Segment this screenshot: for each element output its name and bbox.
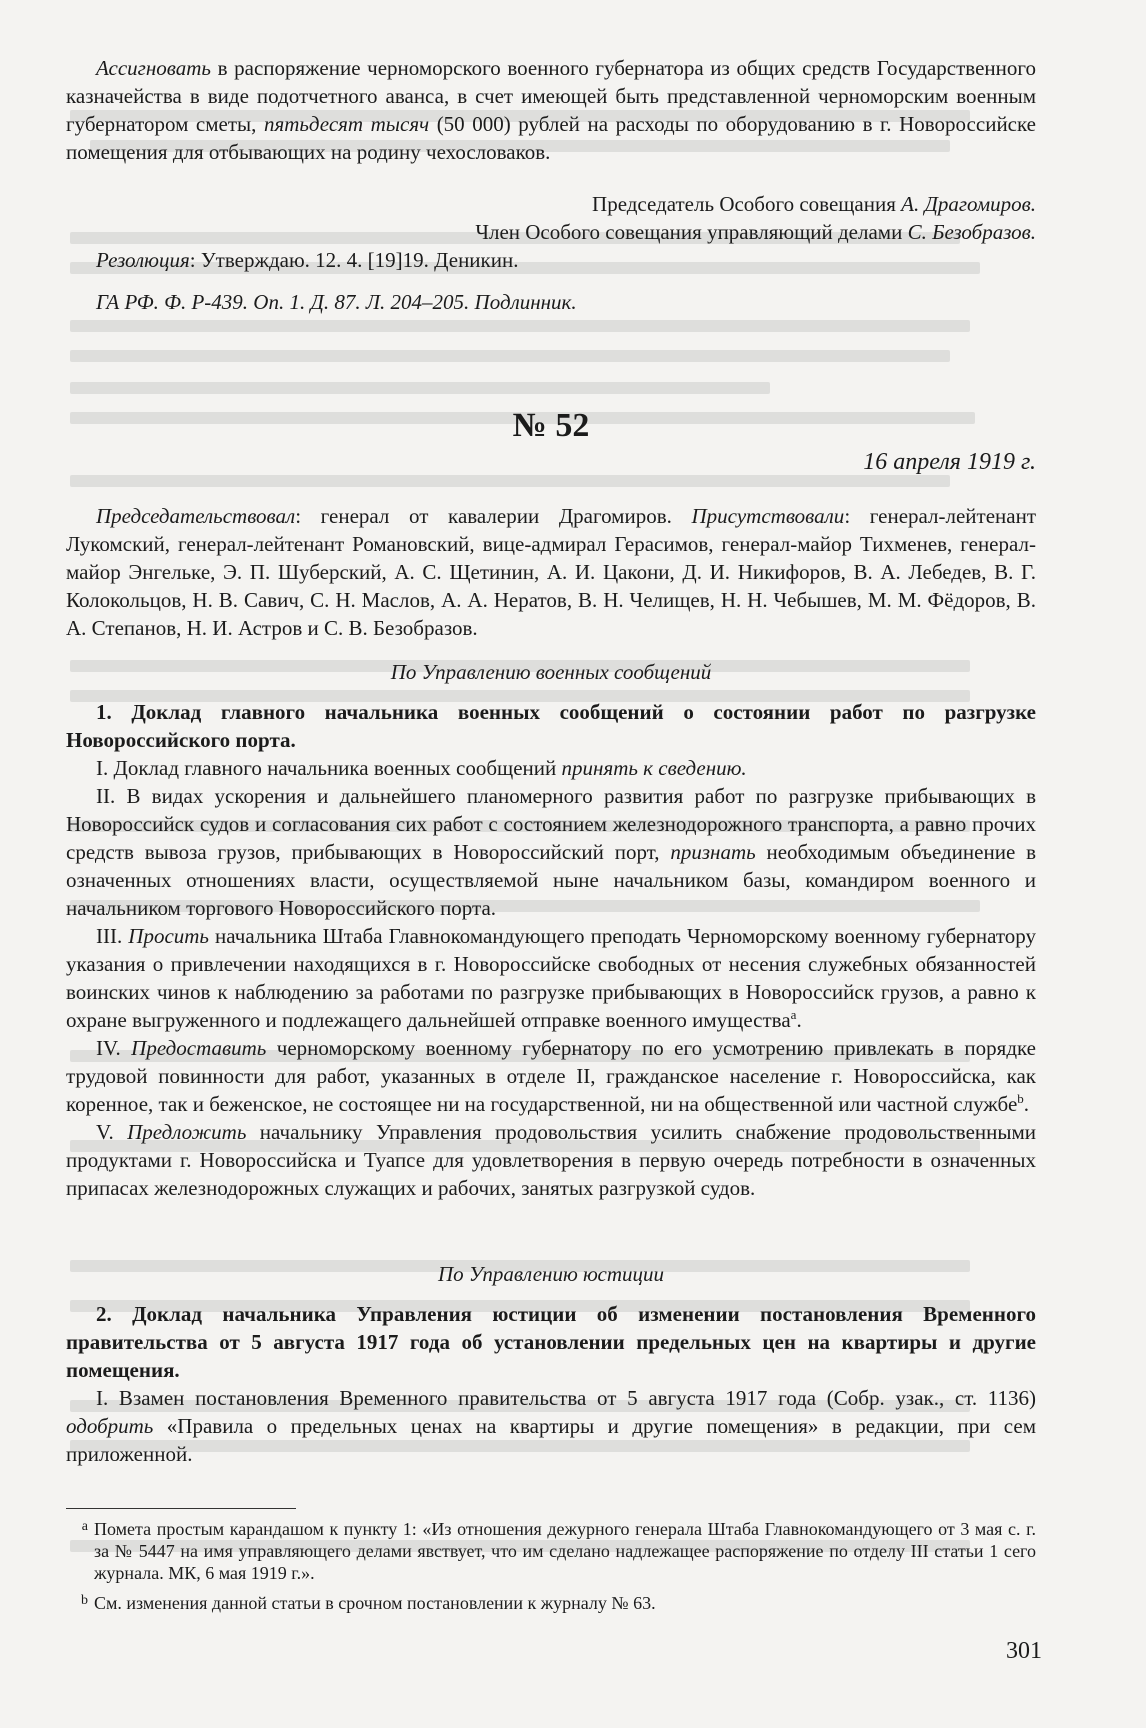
s1-v-text: начальнику Управления продовольствия усилить снабжение продовольственными продуктами г. Новороссийска и Туапсе для удовлетворения в первую очередь потребности в означенных припасах железнодорожных служащих и рабочих, занятых разгрузкой судов.	[66, 1120, 1036, 1200]
attendance-paragraph	[66, 502, 1036, 642]
s1-v-verb: Предложить	[127, 1120, 247, 1144]
footnotes	[66, 1518, 1036, 1614]
section1-item-v	[66, 1118, 1036, 1202]
s1-iv-num: IV.	[96, 1036, 132, 1060]
allocation-paragraph	[66, 54, 1036, 166]
s1-iv-verb: Предоставить	[131, 1036, 267, 1060]
s1-iv-text: черноморскому военному губернатору по его усмотрению привлекать в порядке трудовой повинности для работ, указанных в отделе II, гражданское население г. Новороссийска, как коренное, так и беженское, не состоящее ни на государственной, ни на общественной или частной службе	[66, 1036, 1036, 1116]
section2-title: 2. Доклад начальника Управления юстиции об изменении постановления Временного правительства от 5 августа 1917 года об установлении предельных цен на квартиры и другие помещения.	[66, 1302, 1036, 1382]
s2-i-verb: одобрить	[66, 1414, 154, 1438]
s2-i-text-2: «Правила о предельных ценах на квартиры и другие помещения» в редакции, при сем приложенной.	[66, 1414, 1036, 1466]
signature-chairman	[66, 190, 1036, 218]
resolution-line	[66, 246, 1036, 274]
footnote-divider	[66, 1508, 296, 1509]
allocation-verb: Ассигновать	[96, 56, 211, 80]
section1-heading: По Управлению военных сообщений	[390, 660, 712, 684]
presided-text: : генерал от кавалерии Драгомиров.	[295, 504, 692, 528]
page-number: 301	[1006, 1638, 1042, 1664]
s1-i-verb: принять к сведению.	[561, 756, 747, 780]
s1-ii-text-2: необходимым объединение в означенных отношениях власти, осуществляемой ныне начальником базы, командиром военного и начальником торгового Новороссийского порта.	[66, 840, 1036, 920]
section-justice	[66, 1260, 1036, 1468]
attendance-block	[66, 502, 1036, 642]
section1-item-iii: III. Просить начальника Штаба Главнокомандующего преподать Черноморскому военному губернатору указания о привлечении находящихся в г. Новороссийске свободных от несения служебных обязанностей воинских чинов к наблюдению за работами по разгрузке прибывающих в Новороссийск грузов, а равно к охране выгруженного и подлежащего дальнейшей отправке военного имущества$^a$.	[66, 924, 1036, 1032]
section1-item-iv: IV. Предоставить черноморскому военному губернатору по его усмотрению привлекать в порядке трудовой повинности для работ, указанных в отделе II, гражданское население г. Новороссийска, как коренное, так и беженское, не состоящее ни на государственной, ни на общественной или частной службе$^b$.	[66, 1036, 1036, 1116]
allocation-text-1: в распоряжение черноморского военного губернатора из общих средств Государственного казначейства в виде подотчетного аванса, в счет имеющей быть представленной черноморским военным губернатором сметы,	[66, 56, 1036, 136]
section1-item-ii	[66, 782, 1036, 922]
secretary-title: Член Особого совещания управляющий делами	[475, 220, 908, 244]
document-number: № 52	[512, 407, 590, 444]
s1-i-text: I. Доклад главного начальника военных сообщений	[96, 756, 562, 780]
document-header	[66, 407, 1036, 476]
section-military-communications	[66, 658, 1036, 1202]
section1-title: 1. Доклад главного начальника военных сообщений о состоянии работ по разгрузке Новороссийского порта.	[66, 700, 1036, 752]
footnote-ref-a[interactable]: a	[790, 1007, 797, 1022]
top-block	[66, 54, 1036, 316]
s1-iii-text: начальника Штаба Главнокомандующего преподать Черноморскому военному губернатору указания о привлечении находящихся в г. Новороссийске свободных от несения служебных обязанностей воинских чинов к наблюдению за работами по разгрузке прибывающих в Новороссийск грузов, а равно к охране выгруженного и подлежащего дальнейшей отправке военного имущества	[66, 924, 1036, 1032]
allocation-text-2: (50 000) рублей на расходы по оборудованию в г. Новороссийске помещения для отбывающих на родину чехословаков.	[66, 112, 1036, 164]
section1-item-i	[66, 754, 1036, 782]
s1-v-num: V.	[96, 1120, 128, 1144]
s2-i-text-1: I. Взамен постановления Временного правительства от 5 августа 1917 года (Собр. узак., ст. 1136)	[96, 1386, 1036, 1410]
attended-label: Присутствовали	[691, 504, 845, 528]
section2-heading: По Управлению юстиции	[437, 1262, 665, 1286]
footnote-mark: a	[81, 1519, 88, 1534]
attended-list: : генерал-лейтенант Лукомский, генерал-лейтенант Романовский, вице-адмирал Герасимов, генерал-майор Тихменев, генерал-майор Энгельке, Э. П. Шуберский, А. С. Щетинин, А. И. Цакони, Д. И. Никифоров, В. А. Лебедев, В. Г. Колокольцов, Н. В. Савич, С. Н. Маслов, А. А. Нератов, В. Н. Челищев, Н. Н. Чебышев, М. М. Фёдоров, В. А. Степанов, Н. И. Астров и С. В. Безобразов.	[66, 504, 1036, 640]
s1-iii-verb: Просить	[128, 924, 209, 948]
footnote-mark: b	[81, 1593, 88, 1608]
chairman-name: А. Драгомиров.	[901, 192, 1036, 216]
chairman-title: Председатель Особого совещания	[592, 192, 902, 216]
s1-ii-verb: признать	[670, 840, 756, 864]
signature-secretary	[66, 218, 1036, 246]
footnote-ref-b[interactable]: b	[1017, 1091, 1024, 1106]
footnote-b	[66, 1592, 1036, 1614]
footnote-a	[66, 1518, 1036, 1584]
resolution-label: Резолюция	[96, 248, 190, 272]
s1-iii-num: III.	[96, 924, 129, 948]
resolution-text: : Утверждаю. 12. 4. [19]19. Деникин.	[189, 248, 519, 272]
secretary-name: С. Безобразов.	[907, 220, 1036, 244]
s1-ii-text-1: II. В видах ускорения и дальнейшего планомерного развития работ по разгрузке прибывающих в Новороссийск судов и согласования сих работ с состоянием железнодорожного транспорта, а равно прочих средств вывоза грузов, прибывающих в Новороссийский порт,	[66, 784, 1036, 864]
archive-reference: ГА РФ. Ф. Р-439. Оп. 1. Д. 87. Л. 204–205. Подлинник.	[96, 290, 577, 314]
presided-label: Председательствовал	[96, 504, 296, 528]
section2-item-i	[66, 1384, 1036, 1468]
footnote-text: См. изменения данной статьи в срочном постановлении к журналу № 63.	[94, 1593, 656, 1613]
footnote-text: Помета простым карандашом к пункту 1: «Из отношения дежурного генерала Штаба Главнокомандующего от 3 мая с. г. за № 5447 на имя управляющего делами явствует, что им сделано надлежащее распоряжение по отделу III статьи 1 сего журнала. МК, 6 мая 1919 г.».	[94, 1519, 1036, 1583]
document-date: 16 апреля 1919 г.	[863, 449, 1036, 475]
allocation-amount-words: пятьдесят тысяч	[263, 112, 430, 136]
